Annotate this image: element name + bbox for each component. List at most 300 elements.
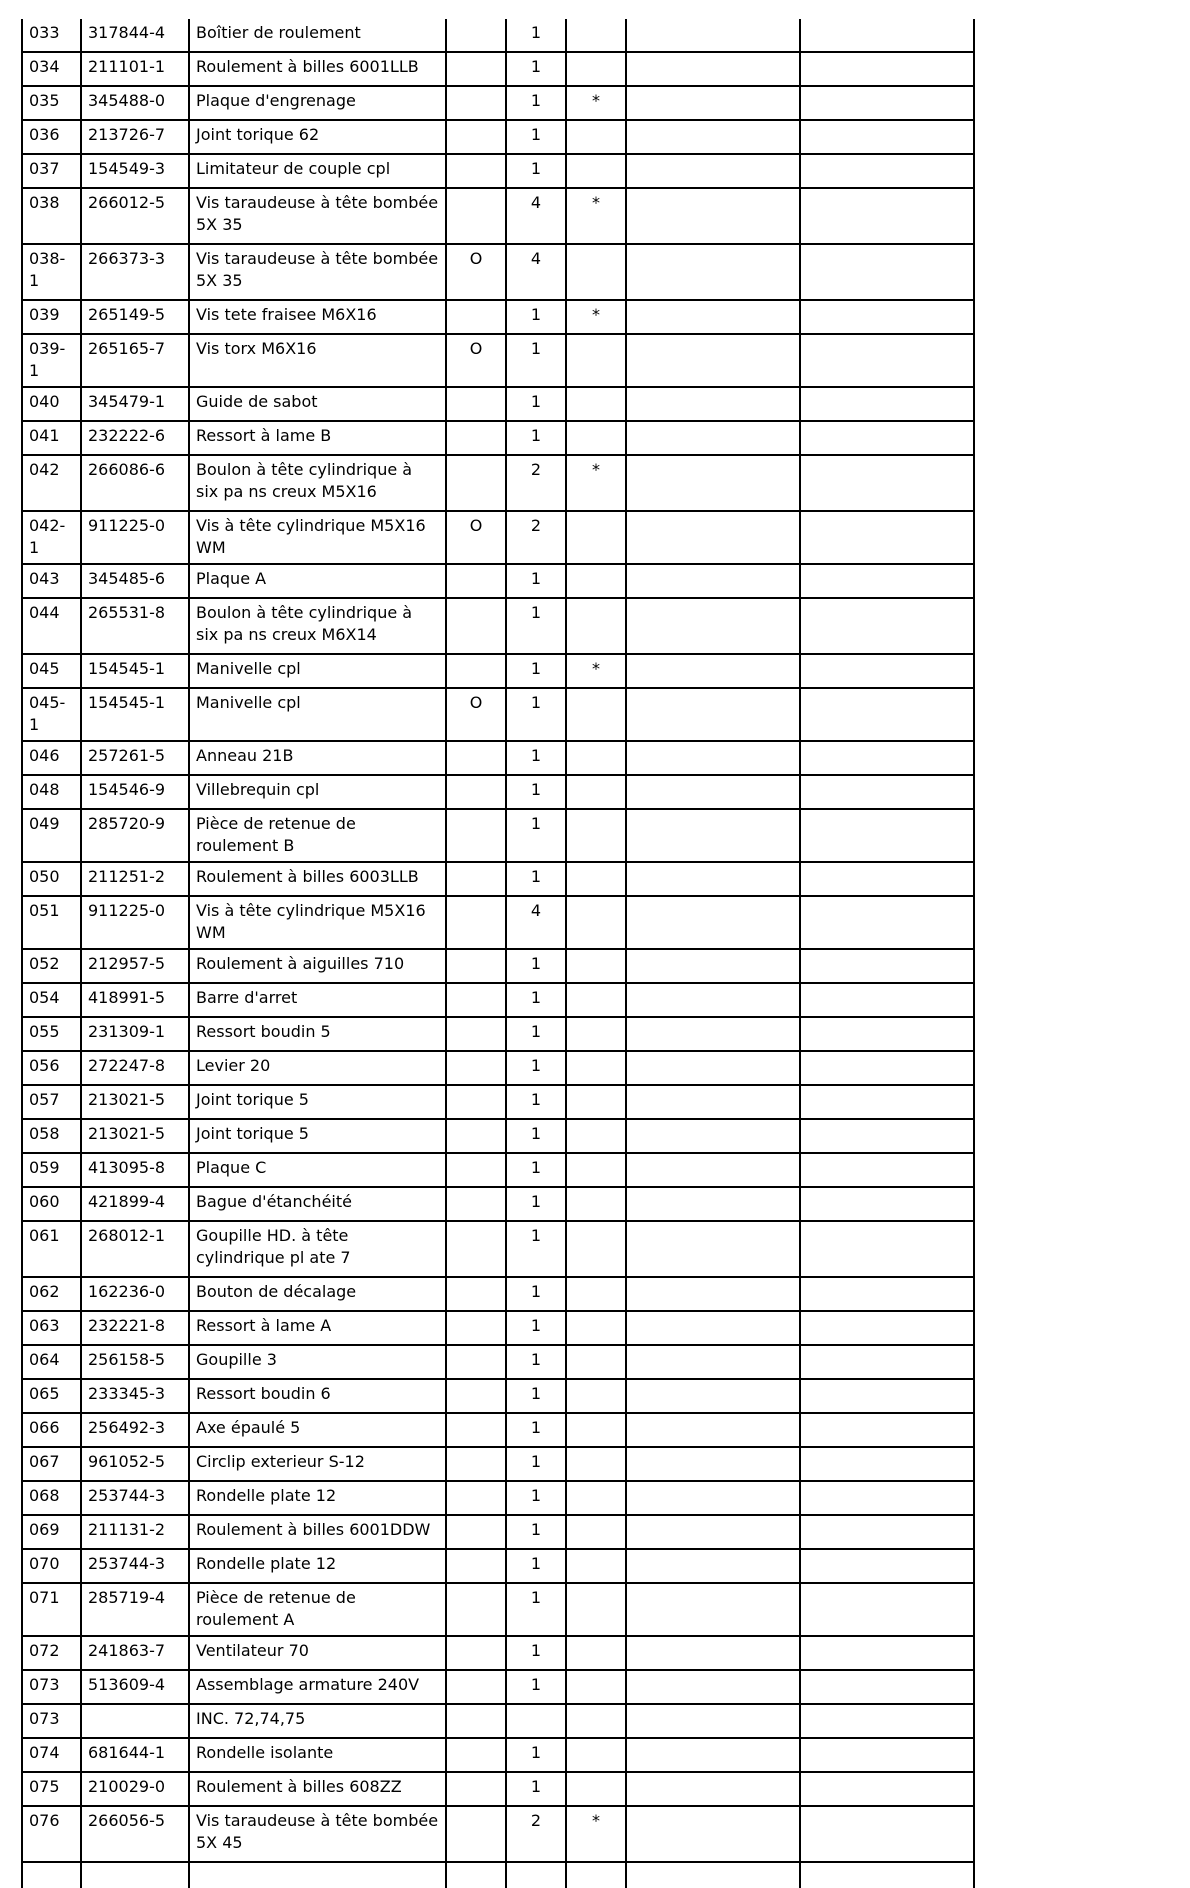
option-mark	[446, 1311, 506, 1345]
empty-cell	[800, 654, 974, 688]
option-mark	[446, 1187, 506, 1221]
empty-cell	[626, 1277, 800, 1311]
table-row	[22, 511, 974, 564]
quantity: 1	[506, 1017, 566, 1051]
part-description: Roulement à billes 608ZZ	[189, 1772, 446, 1806]
empty-cell	[626, 455, 800, 511]
part-description: Goupille 3	[189, 1345, 446, 1379]
item-number: 044	[22, 598, 81, 654]
empty-cell	[800, 1515, 974, 1549]
empty-cell	[800, 862, 974, 896]
empty-cell	[800, 1549, 974, 1583]
part-description: Boulon à tête cylindrique à six pa ns creux M5X16	[189, 455, 446, 511]
quantity: 1	[506, 1277, 566, 1311]
option-mark	[446, 1583, 506, 1636]
item-number: 070	[22, 1549, 81, 1583]
part-description: Villebrequin cpl	[189, 775, 446, 809]
part-number	[81, 1704, 189, 1738]
quantity: 4	[506, 244, 566, 300]
empty-cell	[800, 1481, 974, 1515]
quantity: 1	[506, 1515, 566, 1549]
empty-cell	[626, 244, 800, 300]
empty-cell	[800, 1051, 974, 1085]
empty-cell	[626, 511, 800, 564]
table-row	[22, 300, 974, 334]
part-description: Joint torique 5	[189, 1085, 446, 1119]
empty-cell	[626, 1447, 800, 1481]
item-number: 076	[22, 1806, 81, 1862]
option-mark	[446, 1806, 506, 1862]
part-number: 257261-5	[81, 741, 189, 775]
empty-cell	[626, 862, 800, 896]
part-description: Plaque d'engrenage	[189, 86, 446, 120]
empty-cell	[800, 387, 974, 421]
part-number: 213021-5	[81, 1085, 189, 1119]
item-number: 040	[22, 387, 81, 421]
item-number: 073	[22, 1704, 81, 1738]
asterisk-mark	[566, 1379, 626, 1413]
part-number: 268012-1	[81, 1221, 189, 1277]
option-mark	[446, 1447, 506, 1481]
asterisk-mark	[566, 1085, 626, 1119]
item-number: 063	[22, 1311, 81, 1345]
table-row	[22, 1017, 974, 1051]
empty-cell	[800, 300, 974, 334]
part-description: Manivelle cpl	[189, 688, 446, 741]
quantity: 4	[506, 188, 566, 244]
item-number: 042	[22, 455, 81, 511]
empty-cell	[800, 1738, 974, 1772]
asterisk-mark	[566, 1311, 626, 1345]
empty-cell	[800, 1379, 974, 1413]
table-row	[22, 1670, 974, 1704]
item-number: 051	[22, 896, 81, 949]
option-mark	[446, 387, 506, 421]
part-description: INC. 72,74,75	[189, 1704, 446, 1738]
asterisk-mark	[566, 387, 626, 421]
part-number: 513609-4	[81, 1670, 189, 1704]
empty-cell	[626, 896, 800, 949]
empty-cell	[800, 1119, 974, 1153]
asterisk-mark	[566, 1772, 626, 1806]
asterisk-mark: *	[566, 654, 626, 688]
part-description: Ressort à lame B	[189, 421, 446, 455]
part-number: 266086-6	[81, 455, 189, 511]
table-row	[22, 154, 974, 188]
part-number: 317844-4	[81, 19, 189, 52]
quantity: 1	[506, 809, 566, 862]
item-number: 046	[22, 741, 81, 775]
asterisk-mark	[566, 775, 626, 809]
part-description: Boulon à tête cylindrique à six pa ns creux M6X14	[189, 598, 446, 654]
part-description: Bague d'étanchéité	[189, 1187, 446, 1221]
part-number: 256492-3	[81, 1413, 189, 1447]
empty-cell	[626, 1738, 800, 1772]
item-number: 045-1	[22, 688, 81, 741]
part-number: 266056-5	[81, 1806, 189, 1862]
empty-cell	[626, 983, 800, 1017]
quantity: 1	[506, 1636, 566, 1670]
item-number: 045	[22, 654, 81, 688]
quantity: 1	[506, 387, 566, 421]
part-number: 210029-0	[81, 1772, 189, 1806]
empty-cell	[626, 1085, 800, 1119]
option-mark	[446, 1119, 506, 1153]
empty-cell	[22, 1862, 81, 1888]
part-number: 285720-9	[81, 809, 189, 862]
empty-cell	[800, 86, 974, 120]
part-number: 413095-8	[81, 1153, 189, 1187]
part-number: 231309-1	[81, 1017, 189, 1051]
item-number: 035	[22, 86, 81, 120]
quantity: 2	[506, 511, 566, 564]
table-row	[22, 775, 974, 809]
empty-cell	[626, 1549, 800, 1583]
part-description: Vis à tête cylindrique M5X16 WM	[189, 511, 446, 564]
table-row	[22, 1051, 974, 1085]
option-mark	[446, 1085, 506, 1119]
empty-cell	[626, 809, 800, 862]
empty-cell	[626, 1187, 800, 1221]
empty-cell	[626, 1670, 800, 1704]
option-mark	[446, 1277, 506, 1311]
empty-cell	[626, 1221, 800, 1277]
asterisk-mark	[566, 949, 626, 983]
part-number: 213726-7	[81, 120, 189, 154]
empty-cell	[626, 421, 800, 455]
item-number: 061	[22, 1221, 81, 1277]
asterisk-mark	[566, 1413, 626, 1447]
part-description: Ressort boudin 6	[189, 1379, 446, 1413]
quantity: 1	[506, 564, 566, 598]
part-number: 681644-1	[81, 1738, 189, 1772]
option-mark	[446, 188, 506, 244]
empty-cell	[800, 154, 974, 188]
empty-cell	[800, 1277, 974, 1311]
empty-cell	[626, 1311, 800, 1345]
table-row	[22, 1704, 974, 1738]
empty-cell	[626, 1153, 800, 1187]
quantity: 1	[506, 334, 566, 387]
part-description: Pièce de retenue de roulement B	[189, 809, 446, 862]
part-number: 345485-6	[81, 564, 189, 598]
quantity: 1	[506, 862, 566, 896]
part-number: 421899-4	[81, 1187, 189, 1221]
item-number: 055	[22, 1017, 81, 1051]
empty-cell	[800, 1636, 974, 1670]
part-number: 911225-0	[81, 511, 189, 564]
empty-cell	[506, 1862, 566, 1888]
item-number: 069	[22, 1515, 81, 1549]
part-number: 213021-5	[81, 1119, 189, 1153]
item-number: 033	[22, 19, 81, 52]
part-number: 256158-5	[81, 1345, 189, 1379]
table-row	[22, 120, 974, 154]
table-row	[22, 741, 974, 775]
empty-cell	[800, 598, 974, 654]
table-row	[22, 688, 974, 741]
asterisk-mark	[566, 1481, 626, 1515]
part-description: Vis taraudeuse à tête bombée 5X 35	[189, 188, 446, 244]
table-row	[22, 188, 974, 244]
part-number: 211101-1	[81, 52, 189, 86]
table-row	[22, 654, 974, 688]
empty-cell	[626, 564, 800, 598]
asterisk-mark	[566, 1738, 626, 1772]
part-description: Goupille HD. à tête cylindrique pl ate 7	[189, 1221, 446, 1277]
quantity: 4	[506, 896, 566, 949]
table-row	[22, 1379, 974, 1413]
table-row	[22, 862, 974, 896]
asterisk-mark	[566, 1187, 626, 1221]
part-description: Pièce de retenue de roulement A	[189, 1583, 446, 1636]
option-mark	[446, 1670, 506, 1704]
asterisk-mark	[566, 120, 626, 154]
quantity: 1	[506, 1447, 566, 1481]
empty-cell	[800, 896, 974, 949]
option-mark	[446, 598, 506, 654]
quantity: 1	[506, 654, 566, 688]
empty-cell	[800, 688, 974, 741]
asterisk-mark	[566, 1670, 626, 1704]
empty-cell	[626, 1345, 800, 1379]
empty-cell	[800, 244, 974, 300]
option-mark	[446, 1153, 506, 1187]
quantity: 1	[506, 19, 566, 52]
part-description: Guide de sabot	[189, 387, 446, 421]
empty-cell	[626, 188, 800, 244]
empty-cell	[800, 1862, 974, 1888]
option-mark: O	[446, 511, 506, 564]
option-mark	[446, 1051, 506, 1085]
table-row	[22, 1481, 974, 1515]
table-row	[22, 809, 974, 862]
part-number: 154545-1	[81, 688, 189, 741]
option-mark	[446, 1379, 506, 1413]
empty-cell	[800, 741, 974, 775]
item-number: 072	[22, 1636, 81, 1670]
quantity: 1	[506, 86, 566, 120]
asterisk-mark	[566, 983, 626, 1017]
part-number: 265165-7	[81, 334, 189, 387]
item-number: 034	[22, 52, 81, 86]
quantity: 1	[506, 1481, 566, 1515]
asterisk-mark	[566, 244, 626, 300]
quantity: 1	[506, 421, 566, 455]
part-description: Limitateur de couple cpl	[189, 154, 446, 188]
table-row	[22, 1119, 974, 1153]
asterisk-mark: *	[566, 455, 626, 511]
asterisk-mark	[566, 688, 626, 741]
empty-cell	[626, 1379, 800, 1413]
item-number: 068	[22, 1481, 81, 1515]
empty-cell	[626, 1119, 800, 1153]
part-description: Roulement à aiguilles 710	[189, 949, 446, 983]
asterisk-mark: *	[566, 1806, 626, 1862]
option-mark: O	[446, 334, 506, 387]
empty-cell	[626, 1806, 800, 1862]
item-number: 048	[22, 775, 81, 809]
asterisk-mark	[566, 1119, 626, 1153]
quantity: 1	[506, 1549, 566, 1583]
asterisk-mark: *	[566, 188, 626, 244]
asterisk-mark	[566, 1017, 626, 1051]
table-row	[22, 1583, 974, 1636]
option-mark: O	[446, 244, 506, 300]
empty-cell	[626, 387, 800, 421]
asterisk-mark	[566, 421, 626, 455]
part-description: Vis torx M6X16	[189, 334, 446, 387]
part-number: 154549-3	[81, 154, 189, 188]
part-description: Rondelle plate 12	[189, 1549, 446, 1583]
part-number: 285719-4	[81, 1583, 189, 1636]
quantity: 1	[506, 1119, 566, 1153]
empty-cell	[800, 455, 974, 511]
empty-cell	[800, 511, 974, 564]
item-number: 071	[22, 1583, 81, 1636]
item-number: 073	[22, 1670, 81, 1704]
empty-cell	[626, 775, 800, 809]
table-row	[22, 1187, 974, 1221]
empty-cell	[800, 1447, 974, 1481]
empty-cell	[800, 1017, 974, 1051]
table-row	[22, 896, 974, 949]
part-number: 266012-5	[81, 188, 189, 244]
option-mark	[446, 1549, 506, 1583]
quantity: 1	[506, 1670, 566, 1704]
item-number: 075	[22, 1772, 81, 1806]
quantity: 1	[506, 1738, 566, 1772]
empty-cell	[800, 949, 974, 983]
item-number: 042-1	[22, 511, 81, 564]
empty-cell	[800, 1345, 974, 1379]
empty-cell	[446, 1862, 506, 1888]
part-description: Circlip exterieur S-12	[189, 1447, 446, 1481]
asterisk-mark: *	[566, 300, 626, 334]
quantity: 1	[506, 1345, 566, 1379]
empty-cell	[626, 1772, 800, 1806]
empty-cell	[800, 983, 974, 1017]
empty-cell	[626, 154, 800, 188]
option-mark	[446, 1772, 506, 1806]
part-description: Boîtier de roulement	[189, 19, 446, 52]
item-number: 074	[22, 1738, 81, 1772]
quantity: 1	[506, 688, 566, 741]
quantity: 1	[506, 120, 566, 154]
item-number: 065	[22, 1379, 81, 1413]
asterisk-mark	[566, 564, 626, 598]
table-row	[22, 1636, 974, 1670]
part-description: Ressort à lame A	[189, 1311, 446, 1345]
part-number: 345488-0	[81, 86, 189, 120]
table-row	[22, 1738, 974, 1772]
item-number: 054	[22, 983, 81, 1017]
table-row	[22, 86, 974, 120]
part-description: Vis à tête cylindrique M5X16 WM	[189, 896, 446, 949]
part-description: Plaque C	[189, 1153, 446, 1187]
table-row	[22, 1772, 974, 1806]
empty-cell	[626, 1583, 800, 1636]
table-row	[22, 598, 974, 654]
part-description: Rondelle plate 12	[189, 1481, 446, 1515]
quantity: 1	[506, 1379, 566, 1413]
quantity	[506, 1704, 566, 1738]
option-mark	[446, 455, 506, 511]
option-mark	[446, 1345, 506, 1379]
quantity: 1	[506, 52, 566, 86]
part-description: Rondelle isolante	[189, 1738, 446, 1772]
asterisk-mark	[566, 1051, 626, 1085]
empty-cell	[626, 1704, 800, 1738]
asterisk-mark	[566, 511, 626, 564]
option-mark	[446, 564, 506, 598]
empty-cell	[800, 1583, 974, 1636]
empty-cell	[626, 1515, 800, 1549]
part-description: Levier 20	[189, 1051, 446, 1085]
quantity: 1	[506, 1772, 566, 1806]
part-number: 265149-5	[81, 300, 189, 334]
option-mark	[446, 1704, 506, 1738]
empty-cell	[800, 188, 974, 244]
option-mark	[446, 154, 506, 188]
empty-cell	[800, 809, 974, 862]
part-number: 162236-0	[81, 1277, 189, 1311]
quantity: 1	[506, 1583, 566, 1636]
item-number: 056	[22, 1051, 81, 1085]
empty-cell	[800, 1670, 974, 1704]
part-description: Anneau 21B	[189, 741, 446, 775]
option-mark	[446, 1636, 506, 1670]
option-mark	[446, 983, 506, 1017]
item-number: 062	[22, 1277, 81, 1311]
table-row	[22, 1153, 974, 1187]
asterisk-mark	[566, 1277, 626, 1311]
asterisk-mark	[566, 862, 626, 896]
empty-cell	[800, 1153, 974, 1187]
asterisk-mark	[566, 1221, 626, 1277]
asterisk-mark: *	[566, 86, 626, 120]
empty-cell	[626, 688, 800, 741]
empty-cell	[800, 1806, 974, 1862]
part-description: Roulement à billes 6001LLB	[189, 52, 446, 86]
empty-cell	[800, 1704, 974, 1738]
item-number: 058	[22, 1119, 81, 1153]
table-row	[22, 1221, 974, 1277]
part-number: 154545-1	[81, 654, 189, 688]
empty-cell	[626, 741, 800, 775]
part-number: 232221-8	[81, 1311, 189, 1345]
part-description: Roulement à billes 6001DDW	[189, 1515, 446, 1549]
asterisk-mark	[566, 598, 626, 654]
item-number: 067	[22, 1447, 81, 1481]
empty-cell	[626, 654, 800, 688]
empty-cell	[626, 52, 800, 86]
asterisk-mark	[566, 334, 626, 387]
quantity: 1	[506, 1051, 566, 1085]
asterisk-mark	[566, 741, 626, 775]
option-mark	[446, 421, 506, 455]
quantity: 1	[506, 1085, 566, 1119]
item-number: 052	[22, 949, 81, 983]
part-description: Joint torique 62	[189, 120, 446, 154]
quantity: 1	[506, 1311, 566, 1345]
part-description: Vis tete fraisee M6X16	[189, 300, 446, 334]
quantity: 1	[506, 598, 566, 654]
empty-cell	[626, 1481, 800, 1515]
option-mark	[446, 1738, 506, 1772]
asterisk-mark	[566, 896, 626, 949]
part-number: 154546-9	[81, 775, 189, 809]
